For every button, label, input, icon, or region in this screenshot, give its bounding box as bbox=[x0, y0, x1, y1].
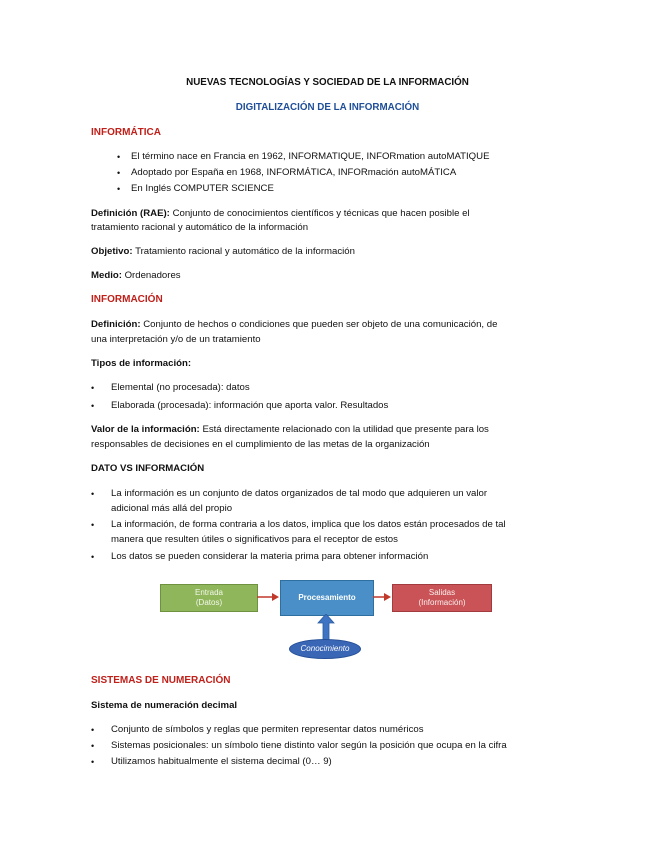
list-item: Conjunto de símbolos y reglas que permiten representar datos numéricos bbox=[111, 724, 424, 735]
bullet-icon: • bbox=[117, 184, 121, 194]
bullet-icon: • bbox=[91, 552, 95, 562]
list-item: La información es un conjunto de datos organizados de tal modo que adquieren un valor bbox=[111, 488, 488, 499]
list-item: Adoptado por España en 1968, INFORMÁTICA, INFORmación autoMÁTICA bbox=[131, 167, 457, 178]
objetivo-label: Objetivo: bbox=[91, 246, 133, 257]
section-heading-dato-vs: DATO VS INFORMACIÓN bbox=[91, 463, 205, 474]
arrow-up-icon bbox=[316, 614, 336, 640]
definicion-text-cont: tratamiento racional y automático de la información bbox=[91, 222, 309, 233]
sistemas-subheading: Sistema de numeración decimal bbox=[91, 700, 238, 711]
salidas-sublabel: (Información) bbox=[418, 598, 466, 607]
salidas-label: Salidas bbox=[428, 588, 456, 597]
list-item: Los datos se pueden considerar la materia prima para obtener información bbox=[111, 551, 429, 562]
bullet-icon: • bbox=[117, 168, 121, 178]
procesamiento-label: Procesamiento bbox=[298, 593, 356, 602]
valor-label: Valor de la información: bbox=[91, 424, 200, 435]
list-item: En Inglés COMPUTER SCIENCE bbox=[131, 183, 274, 194]
valor-text-cont: responsables de decisiones en el cumplimiento de las metas de la organización bbox=[91, 439, 430, 450]
bullet-icon: • bbox=[91, 757, 95, 767]
medio-paragraph bbox=[91, 270, 181, 282]
bullet-icon: • bbox=[91, 383, 95, 393]
entrada-box bbox=[160, 584, 258, 612]
medio-text: Ordenadores bbox=[124, 270, 181, 281]
objetivo-text: Tratamiento racional y automático de la información bbox=[135, 246, 355, 257]
procesamiento-box bbox=[280, 580, 374, 616]
bullet-icon: • bbox=[117, 152, 121, 162]
arrow-right-icon bbox=[256, 590, 280, 604]
bullet-icon: • bbox=[91, 520, 95, 530]
conocimiento-label: Conocimiento bbox=[300, 644, 350, 653]
list-item: El término nace en Francia en 1962, INFORMATIQUE, INFORmation autoMATIQUE bbox=[131, 151, 490, 162]
definicion-label: Definición (RAE): bbox=[91, 208, 170, 219]
info-definicion-text-cont: una interpretación y/o de un tratamiento bbox=[91, 334, 261, 345]
bullet-icon: • bbox=[91, 401, 95, 411]
info-definicion-label: Definición: bbox=[91, 319, 141, 330]
list-item: Elemental (no procesada): datos bbox=[111, 382, 250, 393]
definicion-paragraph bbox=[91, 208, 470, 220]
info-definicion-paragraph bbox=[91, 319, 497, 331]
salidas-box bbox=[392, 584, 492, 612]
definicion-text: Conjunto de conocimientos científicos y técnicas que hacen posible el bbox=[172, 208, 470, 219]
document-title: NUEVAS TECNOLOGÍAS Y SOCIEDAD DE LA INFORMACIÓN bbox=[186, 77, 469, 88]
valor-text: Está directamente relacionado con la utilidad que presente para los bbox=[202, 424, 489, 435]
medio-label: Medio: bbox=[91, 270, 122, 281]
section-heading-informatica: INFORMÁTICA bbox=[91, 127, 161, 138]
bullet-icon: • bbox=[91, 489, 95, 499]
valor-paragraph bbox=[91, 424, 489, 436]
bullet-icon: • bbox=[91, 741, 95, 751]
list-item: Sistemas posicionales: un símbolo tiene distinto valor según la posición que ocupa en la cifra bbox=[111, 740, 507, 751]
info-definicion-text: Conjunto de hechos o condiciones que pueden ser objeto de una comunicación, de bbox=[143, 319, 498, 330]
list-item: Utilizamos habitualmente el sistema decimal (0… 9) bbox=[111, 756, 332, 767]
list-item: La información, de forma contraria a los datos, implica que los datos están procesados de tal bbox=[111, 519, 506, 530]
arrow-right-icon bbox=[372, 590, 392, 604]
entrada-label: Entrada bbox=[194, 588, 224, 597]
section-heading-sistemas: SISTEMAS DE NUMERACIÓN bbox=[91, 675, 231, 686]
conocimiento-oval bbox=[289, 639, 361, 659]
tipos-label: Tipos de información: bbox=[91, 358, 192, 369]
section-heading-informacion: INFORMACIÓN bbox=[91, 294, 163, 305]
list-item-cont: adicional más allá del propio bbox=[111, 503, 233, 514]
objetivo-paragraph bbox=[91, 246, 355, 258]
bullet-icon: • bbox=[91, 725, 95, 735]
document-subtitle: DIGITALIZACIÓN DE LA INFORMACIÓN bbox=[235, 102, 420, 113]
entrada-sublabel: (Datos) bbox=[195, 598, 223, 607]
list-item: Elaborada (procesada): información que aporta valor. Resultados bbox=[111, 400, 389, 411]
list-item-cont: manera que resulten útiles o significativos para el receptor de estos bbox=[111, 534, 398, 545]
